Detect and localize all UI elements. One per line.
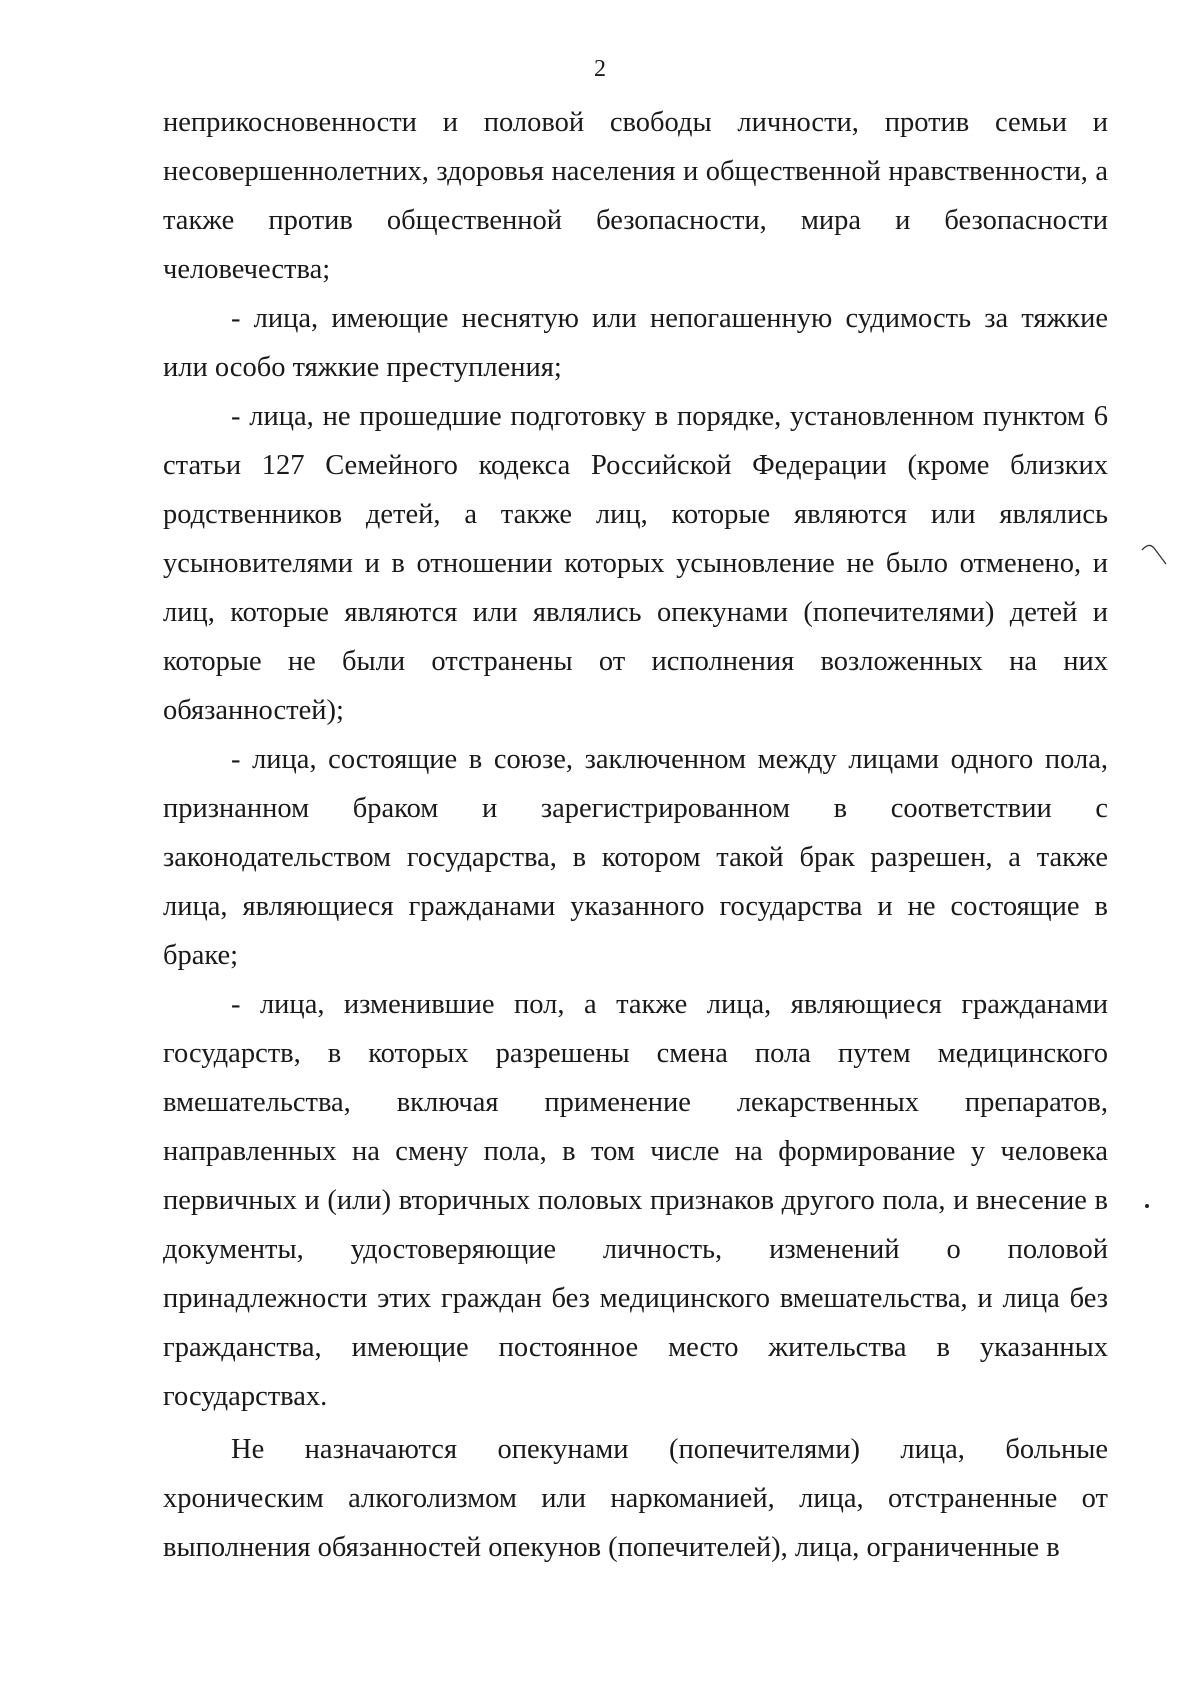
list-item-no-training: - лица, не прошедшие подготовку в порядке, установленном пунктом 6 статьи 127 Семейного кодекса Российской Федерации (кроме близких родственников детей, а также лиц, которые являются или являлись усыновителями и в отношении которых усыновление не было отменено, и лиц, которые являются или являлись опекунами (попечителями) детей и которые не были отстранены от исполнения возложенных на них обязанностей); — [163, 401, 1108, 726]
list-item-sex-change: - лица, изменившие пол, а также лица, являющиеся гражданами государств, в которых разрешены смена пола путем медицинского вмешательства, включая применение лекарственных препаратов, направленных на смену пола, в том числе на формирование у человека первичных и (или) вторичных половых признаков другого пола, и внесение в документы, удостоверяющие личность, изменений о половой принадлежности этих граждан без медицинского вмешательства, и лица без гражданства, имеющие постоянное место жительства в указанных государствах. — [163, 989, 1108, 1412]
paragraph-not-appointed: Не назначаются опекунами (попечителями) лица, больные хроническим алкоголизмом или наркоманией, лица, отстраненные от выполнения обязанностей опекунов (попечителей), лица, ограниченные в — [163, 1434, 1108, 1563]
page-number: 2 — [594, 56, 606, 82]
list-item-criminal-record: - лица, имеющие неснятую или непогашенную судимость за тяжкие или особо тяжкие преступления; — [163, 303, 1108, 383]
scan-pen-mark — [1140, 540, 1170, 570]
document-body — [163, 98, 1108, 1572]
paragraph-continuation: неприкосновенности и половой свободы личности, против семьи и несовершеннолетних, здоровья населения и общественной нравственности, а также против общественной безопасности, мира и безопасности человечества; — [163, 107, 1108, 285]
scan-dot — [1144, 1203, 1150, 1209]
list-item-same-sex-union: - лица, состоящие в союзе, заключенном между лицами одного пола, признанном браком и зарегистрированном в соответствии с законодательством государства, в котором такой брак разрешен, а также лица, являющиеся гражданами указанного государства и не состоящие в браке; — [163, 744, 1108, 971]
